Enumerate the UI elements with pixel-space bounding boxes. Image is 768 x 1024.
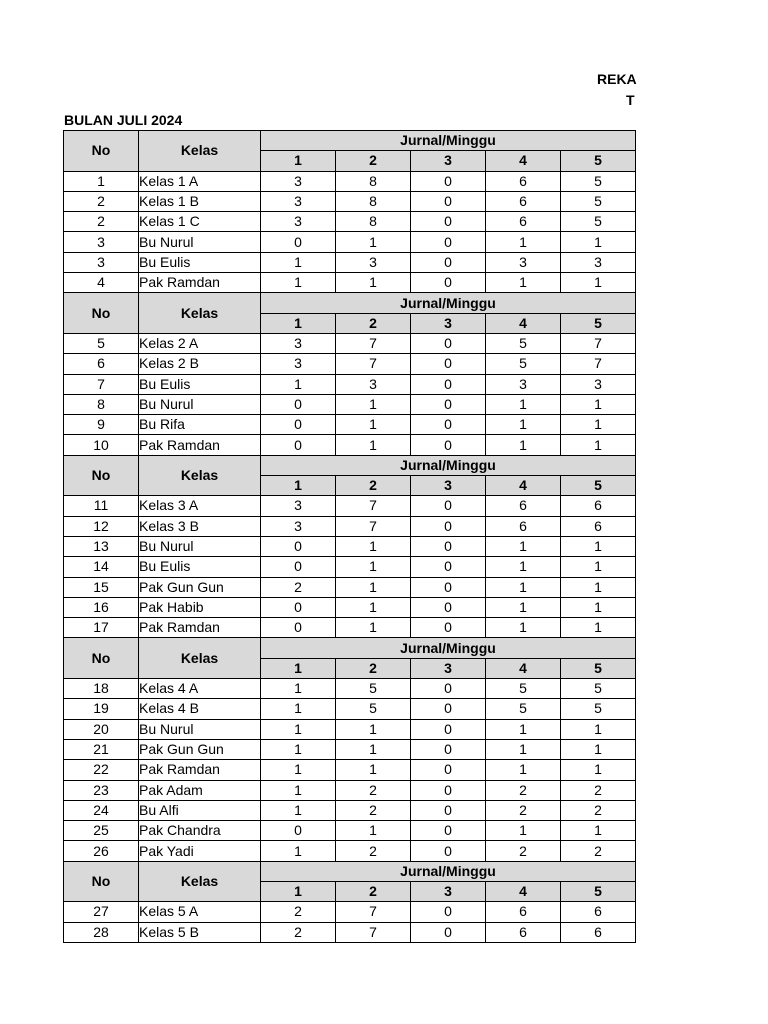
cell-week-5: 1: [561, 739, 636, 759]
table-row: [64, 232, 636, 252]
cell-week-3: 0: [411, 902, 486, 922]
cell-week-3: 0: [411, 191, 486, 211]
column-header-jurnal-minggu: Jurnal/Minggu: [261, 455, 636, 475]
cell-week-2: 1: [336, 415, 411, 435]
cell-week-5: 1: [561, 597, 636, 617]
cell-no: 5: [64, 333, 139, 353]
week-header-1: 1: [261, 313, 336, 333]
cell-no: 19: [64, 699, 139, 719]
week-header-1: 1: [261, 658, 336, 678]
cell-week-4: 5: [486, 699, 561, 719]
cell-week-4: 6: [486, 922, 561, 942]
week-header-5: 5: [561, 476, 636, 496]
cell-no: 6: [64, 354, 139, 374]
cell-week-3: 0: [411, 800, 486, 820]
cell-week-5: 3: [561, 252, 636, 272]
table-row: [64, 719, 636, 739]
cell-week-3: 0: [411, 354, 486, 374]
cell-week-4: 6: [486, 516, 561, 536]
table-row: [64, 273, 636, 293]
cell-week-5: 1: [561, 719, 636, 739]
cell-week-2: 2: [336, 780, 411, 800]
table-row: [64, 374, 636, 394]
table-row: [64, 821, 636, 841]
table-row: [64, 618, 636, 638]
table-row: [64, 354, 636, 374]
section-header-row: [64, 293, 636, 313]
month-label: BULAN JULI 2024: [64, 112, 183, 128]
week-header-1: 1: [261, 476, 336, 496]
cell-week-2: 1: [336, 760, 411, 780]
cell-week-2: 2: [336, 800, 411, 820]
cell-no: 3: [64, 232, 139, 252]
table-row: [64, 922, 636, 942]
cell-week-2: 7: [336, 333, 411, 353]
cell-week-4: 1: [486, 577, 561, 597]
week-header-4: 4: [486, 151, 561, 171]
cell-week-1: 3: [261, 333, 336, 353]
week-header-4: 4: [486, 658, 561, 678]
cell-week-5: 2: [561, 841, 636, 861]
cell-week-1: 1: [261, 841, 336, 861]
column-header-kelas: Kelas: [139, 455, 261, 496]
cell-week-5: 7: [561, 354, 636, 374]
cell-no: 18: [64, 679, 139, 699]
table-row: [64, 536, 636, 556]
table-row: [64, 333, 636, 353]
cell-no: 10: [64, 435, 139, 455]
cell-week-4: 2: [486, 780, 561, 800]
cell-no: 15: [64, 577, 139, 597]
cell-no: 8: [64, 394, 139, 414]
cell-week-5: 6: [561, 496, 636, 516]
cell-week-4: 2: [486, 800, 561, 820]
week-header-4: 4: [486, 881, 561, 901]
column-header-jurnal-minggu: Jurnal/Minggu: [261, 861, 636, 881]
cell-week-1: 1: [261, 760, 336, 780]
cell-week-3: 0: [411, 171, 486, 191]
week-header-2: 2: [336, 313, 411, 333]
week-header-2: 2: [336, 476, 411, 496]
cell-week-4: 3: [486, 374, 561, 394]
cell-week-5: 1: [561, 577, 636, 597]
table-row: [64, 496, 636, 516]
cell-no: 28: [64, 922, 139, 942]
table-row: [64, 699, 636, 719]
cell-week-3: 0: [411, 841, 486, 861]
cell-kelas: Kelas 1 C: [139, 212, 261, 232]
cell-week-2: 1: [336, 577, 411, 597]
cell-kelas: Pak Gun Gun: [139, 577, 261, 597]
cell-week-1: 0: [261, 618, 336, 638]
cell-no: 21: [64, 739, 139, 759]
table-row: [64, 800, 636, 820]
cell-no: 9: [64, 415, 139, 435]
cell-kelas: Pak Chandra: [139, 821, 261, 841]
cell-week-2: 1: [336, 739, 411, 759]
cell-week-4: 1: [486, 536, 561, 556]
cell-week-2: 7: [336, 354, 411, 374]
cell-week-1: 1: [261, 739, 336, 759]
cell-week-3: 0: [411, 760, 486, 780]
week-header-3: 3: [411, 313, 486, 333]
cell-week-4: 1: [486, 435, 561, 455]
cell-week-1: 0: [261, 415, 336, 435]
cell-week-1: 3: [261, 516, 336, 536]
cell-week-2: 5: [336, 679, 411, 699]
cell-kelas: Kelas 2 B: [139, 354, 261, 374]
cell-week-3: 0: [411, 374, 486, 394]
cell-week-4: 1: [486, 760, 561, 780]
cell-week-5: 1: [561, 232, 636, 252]
table-row: [64, 780, 636, 800]
cell-week-5: 1: [561, 821, 636, 841]
cell-week-1: 2: [261, 577, 336, 597]
cell-week-2: 5: [336, 699, 411, 719]
cell-no: 1: [64, 171, 139, 191]
cell-kelas: Kelas 1 B: [139, 191, 261, 211]
cell-week-4: 6: [486, 496, 561, 516]
cell-week-5: 6: [561, 516, 636, 536]
cell-week-1: 1: [261, 252, 336, 272]
cell-week-2: 1: [336, 435, 411, 455]
section-header-row: [64, 131, 636, 151]
table-row: [64, 252, 636, 272]
cell-week-5: 2: [561, 800, 636, 820]
cell-week-4: 1: [486, 597, 561, 617]
cell-week-1: 3: [261, 212, 336, 232]
cell-week-3: 0: [411, 780, 486, 800]
cell-week-4: 5: [486, 333, 561, 353]
table-row: [64, 841, 636, 861]
cell-week-4: 1: [486, 232, 561, 252]
cell-kelas: Pak Gun Gun: [139, 739, 261, 759]
cell-week-3: 0: [411, 496, 486, 516]
cell-week-1: 1: [261, 800, 336, 820]
cell-kelas: Pak Adam: [139, 780, 261, 800]
cell-week-3: 0: [411, 618, 486, 638]
cell-week-2: 1: [336, 273, 411, 293]
cell-week-4: 5: [486, 679, 561, 699]
cell-kelas: Bu Alfi: [139, 800, 261, 820]
table-row: [64, 435, 636, 455]
week-header-5: 5: [561, 151, 636, 171]
table-row: [64, 394, 636, 414]
week-header-3: 3: [411, 476, 486, 496]
cell-kelas: Pak Habib: [139, 597, 261, 617]
cell-no: 7: [64, 374, 139, 394]
cell-week-4: 1: [486, 739, 561, 759]
cell-no: 14: [64, 557, 139, 577]
cell-week-3: 0: [411, 252, 486, 272]
report-title-line-2: T: [626, 92, 635, 108]
table-row: [64, 577, 636, 597]
column-header-no: No: [64, 293, 139, 334]
cell-week-3: 0: [411, 333, 486, 353]
cell-kelas: Kelas 1 A: [139, 171, 261, 191]
cell-week-3: 0: [411, 597, 486, 617]
cell-week-2: 7: [336, 922, 411, 942]
week-header-4: 4: [486, 313, 561, 333]
cell-week-3: 0: [411, 699, 486, 719]
cell-week-2: 8: [336, 212, 411, 232]
cell-week-5: 1: [561, 557, 636, 577]
section-header-row: [64, 455, 636, 475]
cell-week-2: 7: [336, 902, 411, 922]
cell-kelas: Kelas 5 A: [139, 902, 261, 922]
week-header-2: 2: [336, 658, 411, 678]
column-header-kelas: Kelas: [139, 861, 261, 902]
section-header-row: [64, 861, 636, 881]
cell-week-5: 6: [561, 902, 636, 922]
cell-no: 20: [64, 719, 139, 739]
week-header-5: 5: [561, 313, 636, 333]
cell-no: 25: [64, 821, 139, 841]
cell-week-2: 1: [336, 232, 411, 252]
cell-week-5: 5: [561, 679, 636, 699]
cell-week-2: 7: [336, 496, 411, 516]
table-row: [64, 739, 636, 759]
cell-week-1: 2: [261, 902, 336, 922]
table-row: [64, 191, 636, 211]
week-header-3: 3: [411, 881, 486, 901]
cell-week-1: 1: [261, 679, 336, 699]
column-header-jurnal-minggu: Jurnal/Minggu: [261, 293, 636, 313]
cell-week-4: 1: [486, 821, 561, 841]
week-header-3: 3: [411, 658, 486, 678]
cell-week-5: 1: [561, 435, 636, 455]
cell-week-5: 1: [561, 394, 636, 414]
column-header-jurnal-minggu: Jurnal/Minggu: [261, 131, 636, 151]
cell-week-3: 0: [411, 922, 486, 942]
cell-week-4: 1: [486, 415, 561, 435]
cell-kelas: Pak Ramdan: [139, 273, 261, 293]
week-header-5: 5: [561, 658, 636, 678]
cell-no: 27: [64, 902, 139, 922]
cell-week-1: 3: [261, 171, 336, 191]
cell-kelas: Bu Eulis: [139, 374, 261, 394]
cell-week-5: 5: [561, 699, 636, 719]
column-header-kelas: Kelas: [139, 131, 261, 172]
cell-kelas: Pak Ramdan: [139, 760, 261, 780]
cell-week-5: 2: [561, 780, 636, 800]
cell-week-4: 5: [486, 354, 561, 374]
section-header-row: [64, 638, 636, 658]
cell-week-1: 1: [261, 374, 336, 394]
cell-week-1: 0: [261, 232, 336, 252]
cell-week-1: 3: [261, 191, 336, 211]
cell-week-5: 1: [561, 536, 636, 556]
week-header-2: 2: [336, 881, 411, 901]
cell-no: 12: [64, 516, 139, 536]
cell-week-5: 5: [561, 171, 636, 191]
cell-week-4: 6: [486, 191, 561, 211]
cell-week-5: 3: [561, 374, 636, 394]
cell-week-5: 1: [561, 415, 636, 435]
cell-week-4: 6: [486, 171, 561, 191]
cell-week-2: 3: [336, 252, 411, 272]
cell-week-1: 1: [261, 719, 336, 739]
cell-week-5: 1: [561, 760, 636, 780]
cell-kelas: Kelas 4 A: [139, 679, 261, 699]
cell-week-5: 6: [561, 922, 636, 942]
cell-week-2: 1: [336, 536, 411, 556]
cell-kelas: Bu Nurul: [139, 719, 261, 739]
cell-kelas: Pak Yadi: [139, 841, 261, 861]
cell-kelas: Bu Eulis: [139, 557, 261, 577]
cell-week-3: 0: [411, 577, 486, 597]
cell-week-1: 0: [261, 435, 336, 455]
cell-week-3: 0: [411, 719, 486, 739]
cell-no: 16: [64, 597, 139, 617]
week-header-1: 1: [261, 151, 336, 171]
table-row: [64, 679, 636, 699]
cell-week-2: 1: [336, 821, 411, 841]
cell-week-5: 5: [561, 191, 636, 211]
cell-no: 11: [64, 496, 139, 516]
cell-no: 13: [64, 536, 139, 556]
cell-week-1: 3: [261, 496, 336, 516]
week-header-5: 5: [561, 881, 636, 901]
table-row: [64, 516, 636, 536]
cell-week-1: 0: [261, 557, 336, 577]
cell-no: 2: [64, 191, 139, 211]
week-header-2: 2: [336, 151, 411, 171]
cell-no: 24: [64, 800, 139, 820]
cell-week-3: 0: [411, 232, 486, 252]
cell-week-2: 1: [336, 557, 411, 577]
cell-week-1: 3: [261, 354, 336, 374]
cell-week-3: 0: [411, 435, 486, 455]
cell-kelas: Bu Eulis: [139, 252, 261, 272]
cell-week-2: 2: [336, 841, 411, 861]
journal-recap-table: [63, 130, 636, 943]
cell-week-2: 1: [336, 394, 411, 414]
cell-week-3: 0: [411, 821, 486, 841]
cell-kelas: Kelas 3 A: [139, 496, 261, 516]
table-row: [64, 902, 636, 922]
cell-week-3: 0: [411, 415, 486, 435]
cell-week-2: 8: [336, 171, 411, 191]
cell-kelas: Kelas 4 B: [139, 699, 261, 719]
cell-week-1: 1: [261, 780, 336, 800]
cell-no: 2: [64, 212, 139, 232]
cell-week-3: 0: [411, 516, 486, 536]
cell-week-2: 7: [336, 516, 411, 536]
cell-kelas: Kelas 3 B: [139, 516, 261, 536]
cell-no: 4: [64, 273, 139, 293]
cell-week-4: 1: [486, 273, 561, 293]
column-header-no: No: [64, 131, 139, 172]
cell-week-4: 6: [486, 902, 561, 922]
table-row: [64, 597, 636, 617]
cell-week-3: 0: [411, 273, 486, 293]
week-header-3: 3: [411, 151, 486, 171]
cell-kelas: Kelas 2 A: [139, 333, 261, 353]
cell-week-4: 1: [486, 557, 561, 577]
column-header-kelas: Kelas: [139, 293, 261, 334]
cell-kelas: Bu Nurul: [139, 394, 261, 414]
cell-week-3: 0: [411, 536, 486, 556]
cell-week-2: 8: [336, 191, 411, 211]
report-title-line-1: REKA: [597, 71, 637, 87]
column-header-jurnal-minggu: Jurnal/Minggu: [261, 638, 636, 658]
cell-week-2: 1: [336, 719, 411, 739]
cell-week-4: 1: [486, 394, 561, 414]
column-header-no: No: [64, 638, 139, 679]
cell-kelas: Pak Ramdan: [139, 618, 261, 638]
table-row: [64, 760, 636, 780]
cell-no: 23: [64, 780, 139, 800]
cell-no: 3: [64, 252, 139, 272]
cell-no: 22: [64, 760, 139, 780]
cell-week-4: 3: [486, 252, 561, 272]
cell-week-4: 6: [486, 212, 561, 232]
table-row: [64, 171, 636, 191]
cell-week-3: 0: [411, 557, 486, 577]
cell-week-1: 0: [261, 597, 336, 617]
cell-kelas: Bu Rifa: [139, 415, 261, 435]
cell-week-1: 2: [261, 922, 336, 942]
cell-no: 26: [64, 841, 139, 861]
cell-kelas: Kelas 5 B: [139, 922, 261, 942]
cell-week-5: 1: [561, 273, 636, 293]
table-row: [64, 557, 636, 577]
cell-week-3: 0: [411, 394, 486, 414]
cell-no: 17: [64, 618, 139, 638]
cell-week-1: 1: [261, 273, 336, 293]
cell-week-1: 0: [261, 394, 336, 414]
table-row: [64, 415, 636, 435]
cell-week-4: 1: [486, 618, 561, 638]
column-header-no: No: [64, 455, 139, 496]
cell-week-2: 1: [336, 618, 411, 638]
cell-week-3: 0: [411, 739, 486, 759]
cell-week-3: 0: [411, 212, 486, 232]
cell-week-1: 0: [261, 536, 336, 556]
cell-week-4: 1: [486, 719, 561, 739]
table-row: [64, 212, 636, 232]
column-header-no: No: [64, 861, 139, 902]
week-header-4: 4: [486, 476, 561, 496]
cell-week-2: 3: [336, 374, 411, 394]
cell-kelas: Pak Ramdan: [139, 435, 261, 455]
cell-week-5: 7: [561, 333, 636, 353]
week-header-1: 1: [261, 881, 336, 901]
cell-week-5: 5: [561, 212, 636, 232]
cell-week-4: 2: [486, 841, 561, 861]
cell-week-3: 0: [411, 679, 486, 699]
cell-week-1: 0: [261, 821, 336, 841]
cell-kelas: Bu Nurul: [139, 536, 261, 556]
column-header-kelas: Kelas: [139, 638, 261, 679]
cell-week-2: 1: [336, 597, 411, 617]
cell-week-5: 1: [561, 618, 636, 638]
cell-kelas: Bu Nurul: [139, 232, 261, 252]
cell-week-1: 1: [261, 699, 336, 719]
